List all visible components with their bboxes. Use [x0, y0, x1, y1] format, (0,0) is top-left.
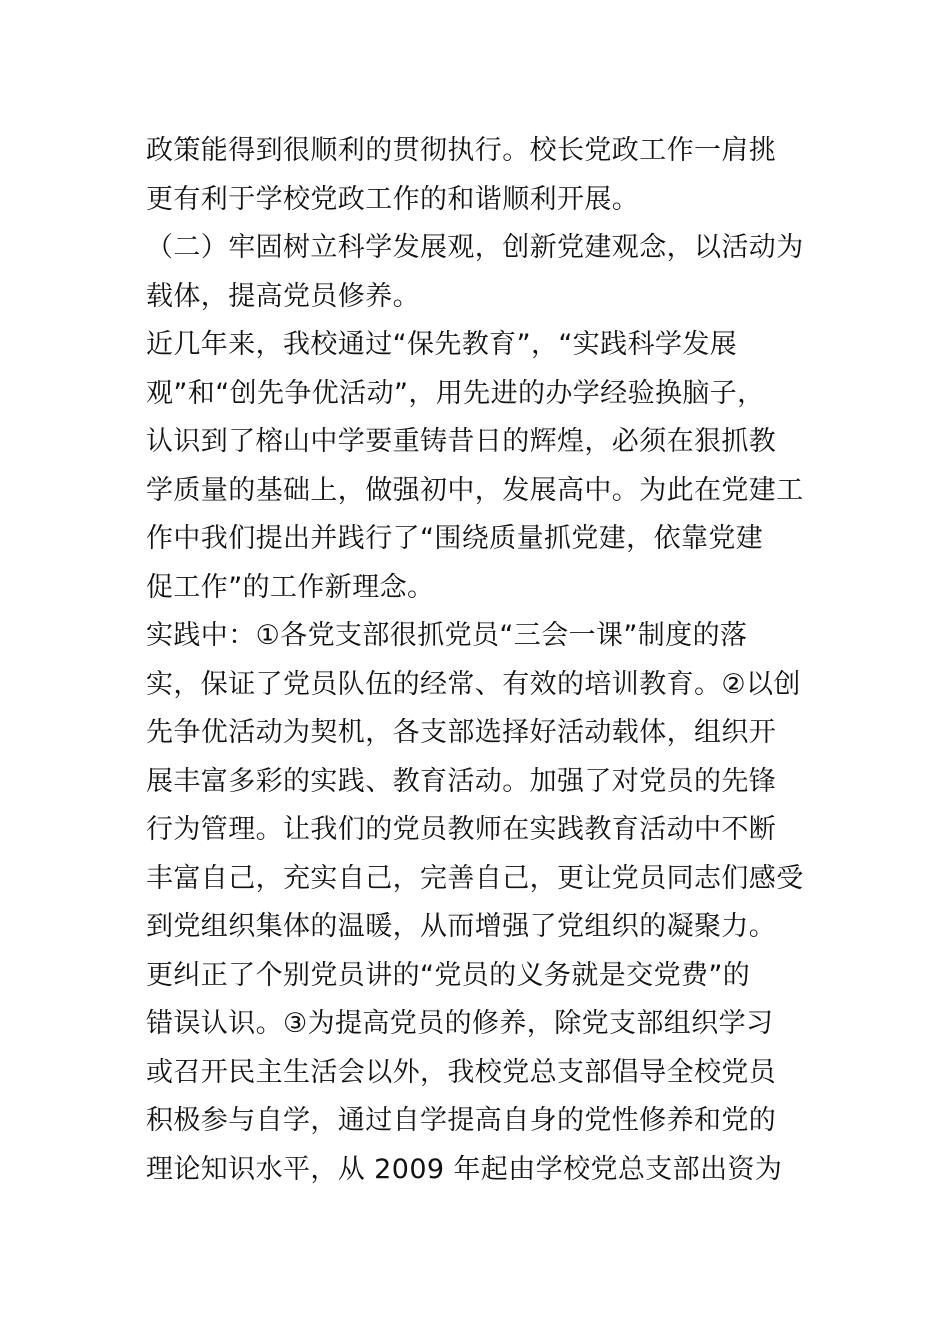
- text-line: 促工作”的工作新理念。: [146, 571, 435, 603]
- text-line: 展丰富多彩的实践、教育活动。加强了对党员的先锋: [146, 765, 777, 797]
- text-line: 行为管理。让我们的党员教师在实践教育活动中不断: [146, 814, 777, 845]
- text-line: 作中我们提出并践行了“围绕质量抓党建，依靠党建: [146, 523, 764, 554]
- section-heading-line: 载体，提高党员修养。: [146, 280, 420, 312]
- text-line: 政策能得到很顺利的贯彻执行。校长党政工作一肩挑: [146, 135, 777, 166]
- document-body: [146, 127, 810, 1194]
- text-line: 认识到了榕山中学要重铸昔日的辉煌，必须在狠抓教: [146, 426, 777, 457]
- text-line: 更有利于学校党政工作的和谐顺利开展。: [146, 183, 640, 215]
- text-line: 理论知识水平，从 2009 年起由学校党总支部出资为: [146, 1153, 783, 1185]
- text-line: 观”和“创先争优活动”，用先进的办学经验换脑子，: [146, 377, 765, 409]
- text-line: 到党组织集体的温暖，从而增强了党组织的凝聚力。: [146, 911, 777, 942]
- text-line: 学质量的基础上，做强初中，发展高中。为此在党建工: [146, 474, 804, 506]
- text-line: 实践中：①各党支部很抓党员“三会一课”制度的落: [146, 620, 748, 651]
- text-line: 错误认识。③为提高党员的修养，除党支部组织学习: [146, 1008, 774, 1039]
- text-line: 近几年来，我校通过“保先教育”，“实践科学发展: [146, 329, 738, 360]
- text-line: 更纠正了个别党员讲的“党员的义务就是交党费”的: [146, 959, 751, 991]
- section-heading-line: （二）牢固树立科学发展观，创新党建观念，以活动为: [146, 232, 804, 263]
- text-line: 丰富自己，充实自己，完善自己，更让党员同志们感受: [146, 862, 804, 894]
- text-line: 实，保证了党员队伍的经常、有效的培训教育。②以创: [146, 668, 801, 700]
- text-line: 积极参与自学，通过自学提高自身的党性修养和党的: [146, 1105, 777, 1136]
- text-line: 先争优活动为契机，各支部选择好活动载体，组织开: [146, 717, 777, 748]
- text-line: 或召开民主生活会以外，我校党总支部倡导全校党员: [146, 1056, 777, 1088]
